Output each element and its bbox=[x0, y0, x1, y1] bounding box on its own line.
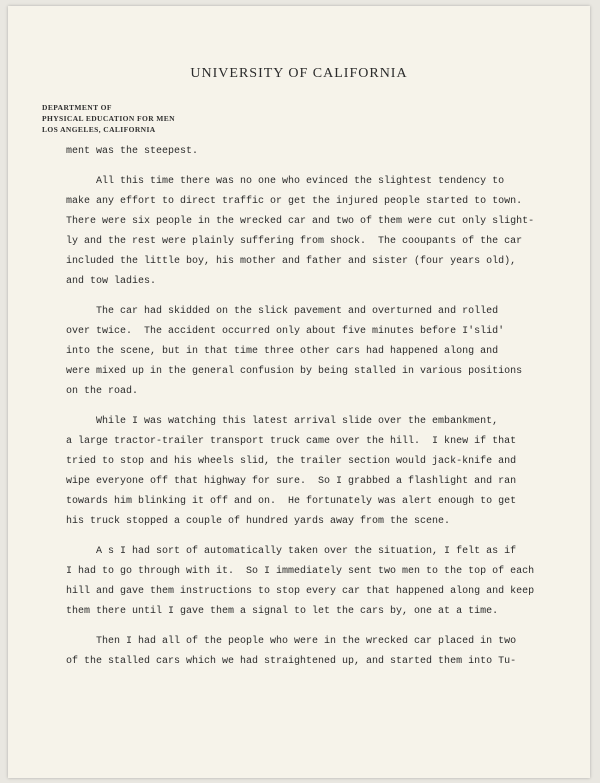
text-line: tried to stop and his wheels slid, the trailer section would jack-knife and bbox=[66, 456, 517, 467]
text-line: make any effort to direct traffic or get the injured people started to town. bbox=[66, 196, 523, 207]
document-page bbox=[8, 6, 590, 778]
paragraph bbox=[66, 542, 586, 622]
text-line: into the scene, but in that time three other cars had happened along and bbox=[66, 346, 499, 357]
text-line: There were six people in the wrecked car and two of them were cut only slight- bbox=[66, 216, 535, 227]
paragraph-gap bbox=[66, 532, 586, 542]
paragraph bbox=[66, 632, 586, 672]
text-line: The car had skidded on the slick pavement and overturned and rolled bbox=[66, 306, 499, 317]
text-line: ly and the rest were plainly suffering from shock. The cooupants of the car bbox=[66, 236, 523, 247]
paragraph bbox=[66, 172, 586, 292]
text-line: All this time there was no one who evinced the slightest tendency to bbox=[66, 176, 505, 187]
paragraph bbox=[66, 302, 586, 402]
paragraph bbox=[66, 412, 586, 532]
text-line: ment was the steepest. bbox=[66, 146, 199, 157]
paragraph bbox=[66, 142, 586, 162]
text-line: on the road. bbox=[66, 386, 139, 397]
document-body bbox=[66, 142, 586, 672]
text-line: over twice. The accident occurred only about five minutes before I'slid' bbox=[66, 326, 505, 337]
letterhead-title: UNIVERSITY OF CALIFORNIA bbox=[190, 66, 408, 81]
text-line: them there until I gave them a signal to let the cars by, one at a time. bbox=[66, 606, 499, 617]
text-line: towards him blinking it off and on. He fortunately was alert enough to get bbox=[66, 496, 517, 507]
paragraph-gap bbox=[66, 622, 586, 632]
text-line: of the stalled cars which we had straightened up, and started them into Tu- bbox=[66, 656, 517, 667]
text-line: A s I had sort of automatically taken over the situation, I felt as if bbox=[66, 546, 517, 557]
text-line: While I was watching this latest arrival slide over the embankment, bbox=[66, 416, 499, 427]
text-line: his truck stopped a couple of hundred yards away from the scene. bbox=[66, 516, 451, 527]
department-line: LOS ANGELES, CALIFORNIA bbox=[42, 125, 156, 134]
text-line: Then I had all of the people who were in the wrecked car placed in two bbox=[66, 636, 517, 647]
text-line: were mixed up in the general confusion by being stalled in various positions bbox=[66, 366, 523, 377]
department-line: DEPARTMENT OF bbox=[42, 103, 112, 112]
paragraph-gap bbox=[66, 162, 586, 172]
text-line: wipe everyone off that highway for sure. So I grabbed a flashlight and ran bbox=[66, 476, 517, 487]
paragraph-gap bbox=[66, 402, 586, 412]
department-block bbox=[42, 102, 175, 135]
text-line: I had to go through with it. So I immediately sent two men to the top of each bbox=[66, 566, 535, 577]
text-line: hill and gave them instructions to stop every car that happened along and keep bbox=[66, 586, 535, 597]
text-line: included the little boy, his mother and father and sister (four years old), bbox=[66, 256, 517, 267]
text-line: a large tractor-trailer transport truck came over the hill. I knew if that bbox=[66, 436, 517, 447]
text-line: and tow ladies. bbox=[66, 276, 157, 287]
department-line: PHYSICAL EDUCATION FOR MEN bbox=[42, 114, 175, 123]
paragraph-gap bbox=[66, 292, 586, 302]
